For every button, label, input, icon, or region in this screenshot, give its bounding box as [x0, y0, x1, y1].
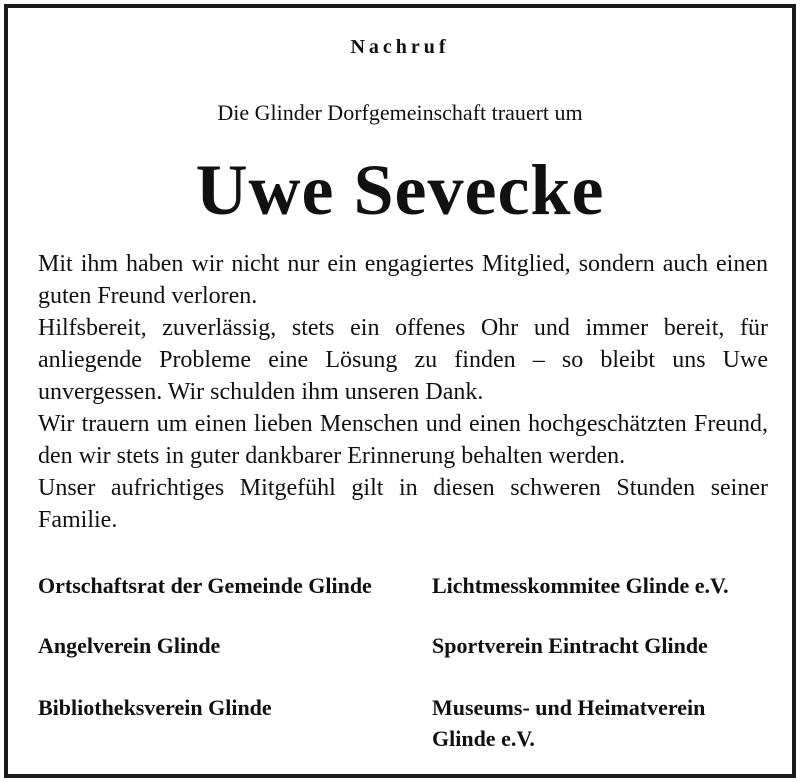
- obituary-frame: [4, 4, 796, 778]
- paragraph: Wir trauern um einen lieben Menschen und einen hochgeschätzten Freund, den wir stets in guter dankbarer Erinnerung behalten werden.: [38, 411, 768, 469]
- paragraph: Mit ihm haben wir nicht nur ein engagiertes Mitglied, sondern auch einen guten Freund verloren.: [38, 251, 768, 309]
- deceased-name: Uwe Sevecke: [195, 150, 605, 230]
- subheading: Die Glinder Dorfgemeinschaft trauert um: [217, 100, 583, 125]
- organization: Ortschaftsrat der Gemeinde Glinde: [38, 573, 372, 598]
- body-text: [38, 248, 768, 536]
- organization-line: Glinde e.V.: [432, 726, 535, 751]
- organization: Sportverein Eintracht Glinde: [432, 633, 708, 658]
- organization: Bibliotheksverein Glinde: [38, 695, 272, 720]
- heading: Nachruf: [350, 36, 450, 58]
- paragraph: Hilfsbereit, zuverlässig, stets ein offenes Ohr und immer bereit, für anliegende Probleme eine Lösung zu finden – so bleibt uns Uwe unvergessen. Wir schulden ihm unseren Dank.: [38, 315, 768, 405]
- organization: [432, 692, 705, 754]
- organization: Lichtmesskommitee Glinde e.V.: [432, 573, 729, 598]
- organization-line: Museums- und Heimatverein: [432, 695, 706, 720]
- organization: Angelverein Glinde: [38, 633, 221, 658]
- paragraph: Unser aufrichtiges Mitgefühl gilt in diesen schweren Stunden seiner Familie.: [38, 475, 768, 533]
